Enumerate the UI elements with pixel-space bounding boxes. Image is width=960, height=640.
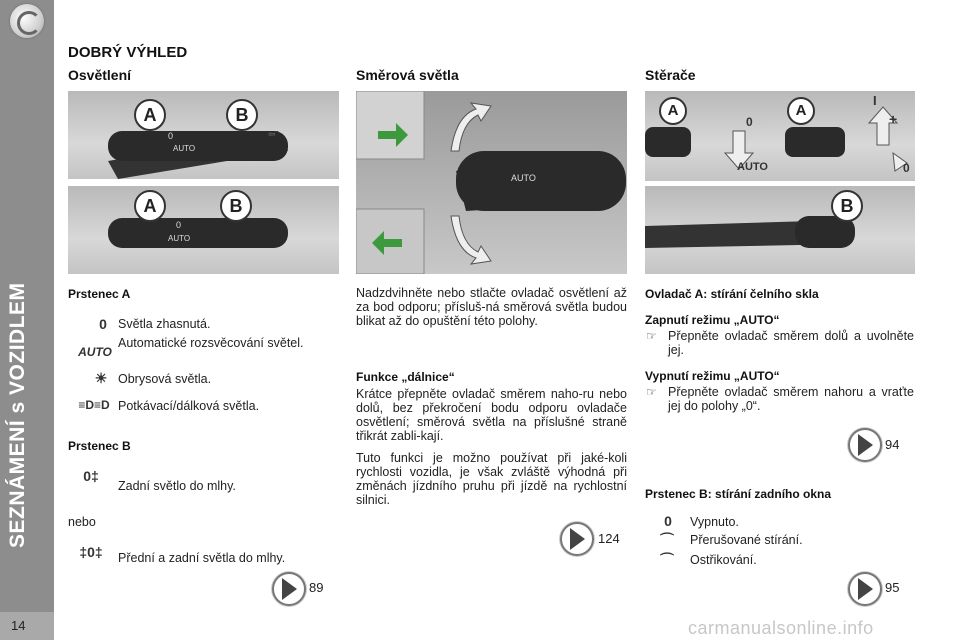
label-a: A xyxy=(134,99,166,131)
label-a: A xyxy=(134,190,166,222)
ring-b-title: Prstenec B xyxy=(68,439,131,453)
ref-arrow-icon[interactable] xyxy=(272,572,306,606)
ref-page-indicators[interactable]: 124 xyxy=(598,531,620,546)
lights-illustration-bottom xyxy=(68,186,339,274)
off-zero-icon: 0 xyxy=(99,316,107,332)
svg-text:AUTO: AUTO xyxy=(173,144,196,153)
label-a: A xyxy=(659,97,687,125)
auto-on-title: Zapnutí režimu „AUTO“ xyxy=(645,313,780,327)
washer-icon: ⌒ xyxy=(660,552,674,568)
ref-page-lights[interactable]: 89 xyxy=(309,580,324,595)
light-stalk-drawing xyxy=(68,91,339,179)
position-zero-mark-2: 0 xyxy=(903,161,910,175)
motorway-text-1: Krátce přepněte ovladač směrem naho-ru nebo dolů, bez překročení bodu odporu ovladače osvětlení; směrová světla na příslušné straně třikrát zabli-kají. xyxy=(356,387,627,443)
rear-fog-icon: 0‡ xyxy=(83,468,99,484)
ref-page-wipers-1[interactable]: 94 xyxy=(885,437,900,452)
ring-b-wiper-title: Prstenec B: stírání zadního okna xyxy=(645,487,832,501)
ref-page-wipers-2[interactable]: 95 xyxy=(885,580,900,595)
page-number-box xyxy=(0,612,54,640)
position-zero-mark: 0 xyxy=(746,115,753,129)
indicator-stalk-drawing xyxy=(356,91,627,274)
svg-text:AUTO: AUTO xyxy=(168,234,191,243)
label-b: B xyxy=(831,190,863,222)
ring-a-item-headlights: Potkávací/dálková světla. xyxy=(118,399,260,413)
motorway-text-2: Tuto funkci je možno používat při jaké-koli rychlosti vozidla, je však zvláště výhodná při změnách jízdního pruhu při jízdě na rychlostní silnici. xyxy=(356,451,627,507)
sidebar xyxy=(0,0,54,640)
wipers-illustration-bottom xyxy=(645,186,915,274)
auto-off-text: ☞ Přepněte ovladač směrem nahoru a vraťte jej do polohy „0“. xyxy=(668,385,914,413)
ring-a-item-off: Světla zhasnutá. xyxy=(118,317,211,331)
auto-icon: AUTO xyxy=(78,345,112,359)
svg-text:⇦: ⇦ xyxy=(268,129,276,139)
label-b: B xyxy=(226,99,258,131)
control-a-title: Ovladač A: stírání čelního skla xyxy=(645,287,819,301)
ring-a-item-auto: Automatické rozsvěcování světel. xyxy=(118,336,304,350)
page-number: 14 xyxy=(11,618,26,633)
wiper-item-off: Vypnuto. xyxy=(690,515,739,529)
position-one-mark: I xyxy=(873,93,877,108)
or-text: nebo xyxy=(68,515,96,529)
ref-arrow-icon[interactable] xyxy=(848,572,882,606)
off-zero-icon: 0 xyxy=(664,513,672,529)
section-title-vertical: SEZNÁMENÍ s VOZIDLEM xyxy=(6,282,29,548)
rear-wiper-stalk-drawing xyxy=(645,186,915,274)
ring-a-item-sidelights: Obrysová světla. xyxy=(118,372,212,386)
svg-text:AUTO: AUTO xyxy=(511,173,536,183)
auto-off-title: Vypnutí režimu „AUTO“ xyxy=(645,369,780,383)
ring-b-item-front-rear-fog: Přední a zadní světla do mlhy. xyxy=(118,551,286,565)
position-plus-mark: + xyxy=(889,111,898,127)
light-stalk-drawing xyxy=(68,186,339,274)
ring-a-title: Prstenec A xyxy=(68,287,131,301)
intermittent-wipe-icon: ⌒ xyxy=(660,532,674,548)
ref-arrow-icon[interactable] xyxy=(848,428,882,462)
sidelights-icon: ☀ xyxy=(94,370,108,386)
ring-b-item-rear-fog: Zadní světlo do mlhy. xyxy=(118,479,236,493)
wiper-item-intermittent: Přerušované stírání. xyxy=(690,533,803,547)
wiper-item-washer: Ostřikování. xyxy=(690,553,757,567)
front-rear-fog-icon: ‡0‡ xyxy=(79,544,103,560)
indicators-illustration xyxy=(356,91,627,274)
auto-on-text: ☞ Přepněte ovladač směrem dolů a uvolněte jej. xyxy=(668,329,914,357)
watermark: carmanualsonline.info xyxy=(688,618,874,638)
wipers-illustration-top xyxy=(645,91,915,181)
motorway-title: Funkce „dálnice“ xyxy=(356,370,455,384)
label-b: B xyxy=(220,190,252,222)
position-auto-mark: AUTO xyxy=(737,161,768,173)
lights-illustration-top xyxy=(68,91,339,179)
svg-text:0: 0 xyxy=(168,131,174,141)
headlights-icon: ≡D≡D xyxy=(78,398,110,412)
label-a: A xyxy=(787,97,815,125)
ref-arrow-icon[interactable] xyxy=(560,522,594,556)
svg-text:0: 0 xyxy=(176,220,182,230)
heading-wipers: Stěrače xyxy=(645,67,696,83)
heading-indicators: Směrová světla xyxy=(356,67,459,83)
page-title: DOBRÝ VÝHLED xyxy=(68,44,188,61)
heading-lights: Osvětlení xyxy=(68,67,132,83)
indicators-text: Nadzdvihněte nebo stlačte ovladač osvětlení až za bod odporu; přísluš-ná směrová světla budou blikat až do opuštění této polohy. xyxy=(356,286,627,328)
brand-logo-icon xyxy=(10,4,44,38)
